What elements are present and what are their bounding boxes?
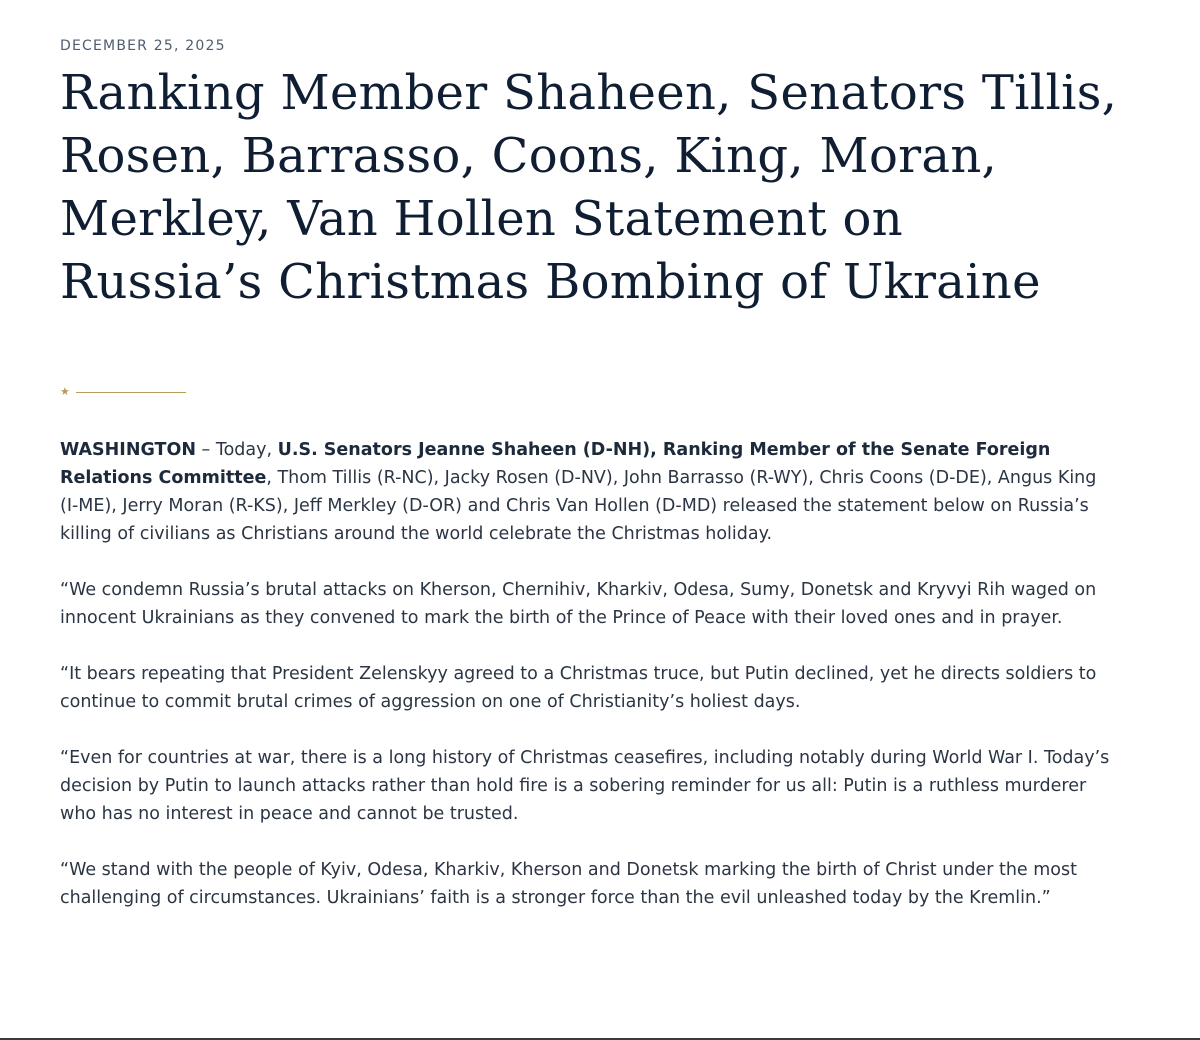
intro-rest: , Thom Tillis (R-NC), Jacky Rosen (D-NV), John Barrasso (R-WY), Chris Coons (D-DE), Angus King (I-ME), Jerry Moran (R-KS), Jeff Merkley (D-OR) and Chris Van Hollen (D-MD) released the statement below on Russia’s killing of civilians as Christians around the world celebrate the Christmas holiday. <box>60 468 1097 544</box>
article-body <box>60 436 1120 940</box>
dateline: WASHINGTON <box>60 440 196 460</box>
statement-paragraph: “We condemn Russia’s brutal attacks on Kherson, Chernihiv, Kharkiv, Odesa, Sumy, Donetsk and Kryvyi Rih waged on innocent Ukrainians as they convened to mark the birth of the Prince of Peace with their loved ones and in prayer. <box>60 580 1097 628</box>
intro-paragraph <box>60 436 1120 548</box>
star-icon: ★ <box>60 385 70 398</box>
dateline-dash: – Today, <box>195 440 278 460</box>
statement-paragraph: “We stand with the people of Kyiv, Odesa, Kharkiv, Kherson and Donetsk marking the birth of Christ under the most challenging of circumstances. Ukrainians’ faith is a stronger force than the evil unleashed today by the Kremlin.” <box>60 860 1077 908</box>
page-title: Ranking Member Shaheen, Senators Tillis, Rosen, Barrasso, Coons, King, Moran, Merkley, Van Hollen Statement on Russia’s Christmas Bombing of Ukraine <box>60 65 1118 310</box>
lead-senator: U.S. Senators Jeanne Shaheen (D-NH), Ranking Member of the Senate Foreign Relations Committee <box>60 440 1051 488</box>
statement-paragraph: “Even for countries at war, there is a long history of Christmas ceasefires, including notably during World War I. Today’s decision by Putin to launch attacks rather than hold fire is a sobering reminder for us all: Putin is a ruthless murderer who has no interest in peace and cannot be trusted. <box>60 748 1110 824</box>
title-divider <box>60 385 190 399</box>
divider-rule <box>76 392 186 393</box>
publish-date: DECEMBER 25, 2025 <box>60 38 226 54</box>
statement-paragraph: “It bears repeating that President Zelenskyy agreed to a Christmas truce, but Putin declined, yet he directs soldiers to continue to commit brutal crimes of aggression on one of Christianity’s holiest days. <box>60 664 1097 712</box>
